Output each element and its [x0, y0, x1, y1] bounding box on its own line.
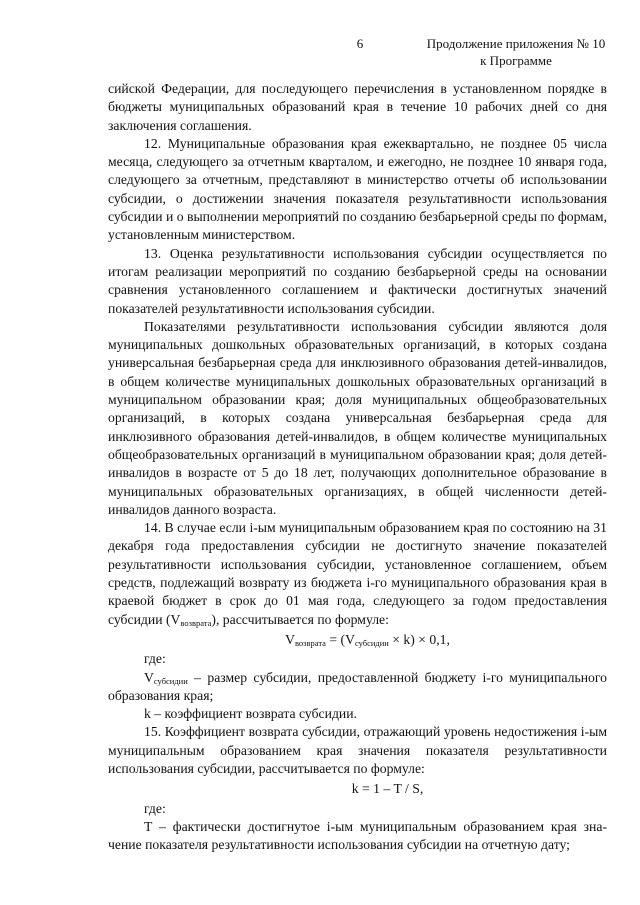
paragraph-14 [108, 519, 607, 629]
appendix-header-line-2: к Программе [480, 53, 552, 68]
definition-k: k – коэффициент возврата субсидии. [144, 706, 357, 722]
definition-v-subscript: субсидии [153, 675, 188, 686]
appendix-header [418, 35, 614, 69]
formula-refund-v: V [285, 631, 295, 647]
paragraph-15: 15. Коэффициент возврата субсидии, отражающий уровень недостижения i-ым муниципальным образованием края значения показателя результативности использования субсидии, рассчитывается по формуле: [108, 724, 607, 776]
paragraph-intro: сийской Федерации, для последующего перечисления в установленном порядке в бюджеты муниципальных образований края в течение 10 рабочих дней со дня заключения соглашения. [108, 81, 607, 133]
definition-t: T – фактически достигнутое i-ым муниципальным образованием края значение показателя результативности использования субсидии на отчетную дату; [108, 818, 607, 853]
paragraph-14-subscript: возврата [180, 617, 212, 628]
paragraph-14-text: 14. В случае если i-ым муниципальным образованием края по состоянию на 31 декабря года предоставления субсидии не достигнуто значение показателей результативности использования субсидии, установленное соглашением, объем средств, подлежащий возврату из бюджета i-го муниципального образования края в краевой бюджет в срок до 01 мая года, следующего за годом предоставления субсидии (V [108, 520, 607, 627]
paragraph-12: 12. Муниципальные образования края ежеквартально, не позднее 05 числа месяца, следующего за отчетным кварталом, и ежегодно, не позднее 10 января года, следующего за отчетным, представляют в министерство отчеты об использовании субсидии, о достижении значения показателя результативности использования субсидии и о выполнении мероприятий по созданию безбарьерной среды по формам, установленным министерством. [108, 135, 607, 243]
paragraph-14-tail: ), рассчитывается по формуле: [211, 611, 389, 627]
appendix-header-line-1: Продолжение приложения № 10 [426, 36, 606, 51]
page-number: 6 [356, 36, 364, 51]
formula-refund-mid: = (V [325, 631, 355, 647]
paragraph-13: 13. Оценка результативности использования субсидии осуществляется по итогам реализации мероприятий по созданию безбарьерной среды на основании сравнения установленного соглашением и фактически достигнутых значений показателей результативности использования субсидии. [108, 245, 607, 316]
paragraph-indicators: Показателями результативности использования субсидии являются доля муниципальных дошкольных образовательных организаций, в которых создана универсальная безбарьерная среда для инклюзивного образования детей-инвалидов, в общем количестве муниципальных дошкольных образовательных организаций в муниципальном образовании края; доля муниципальных общеобразовательных организаций, в которых создана универсальная безбарьерная среда для инклюзивного образования детей-инвалидов, в общем количестве муниципальных общеобразовательных организаций в муниципальном образовании края; доля детей-инвалидов в возрасте от 5 до 18 лет, получающих дополнительное образование в муниципальных образовательных организациях, в общей численности детей-инвалидов данного возраста. [108, 318, 607, 517]
formula-refund [108, 631, 607, 649]
where-label-1: где: [144, 651, 166, 667]
formula-refund-sub-1: возврата [294, 637, 326, 648]
definition-v-text: – размер субсидии, предоставленной бюджету i-го муниципального образования края; [108, 669, 607, 703]
definition-v-subsidy [108, 669, 607, 706]
definition-v-main: V [144, 669, 154, 685]
formula-refund-sub-2: субсидии [354, 637, 389, 648]
formula-coefficient: k = 1 – T / S, [351, 781, 424, 797]
formula-refund-end: × k) × 0,1, [388, 631, 450, 647]
document-body [108, 80, 607, 854]
where-label-2: где: [144, 800, 166, 816]
